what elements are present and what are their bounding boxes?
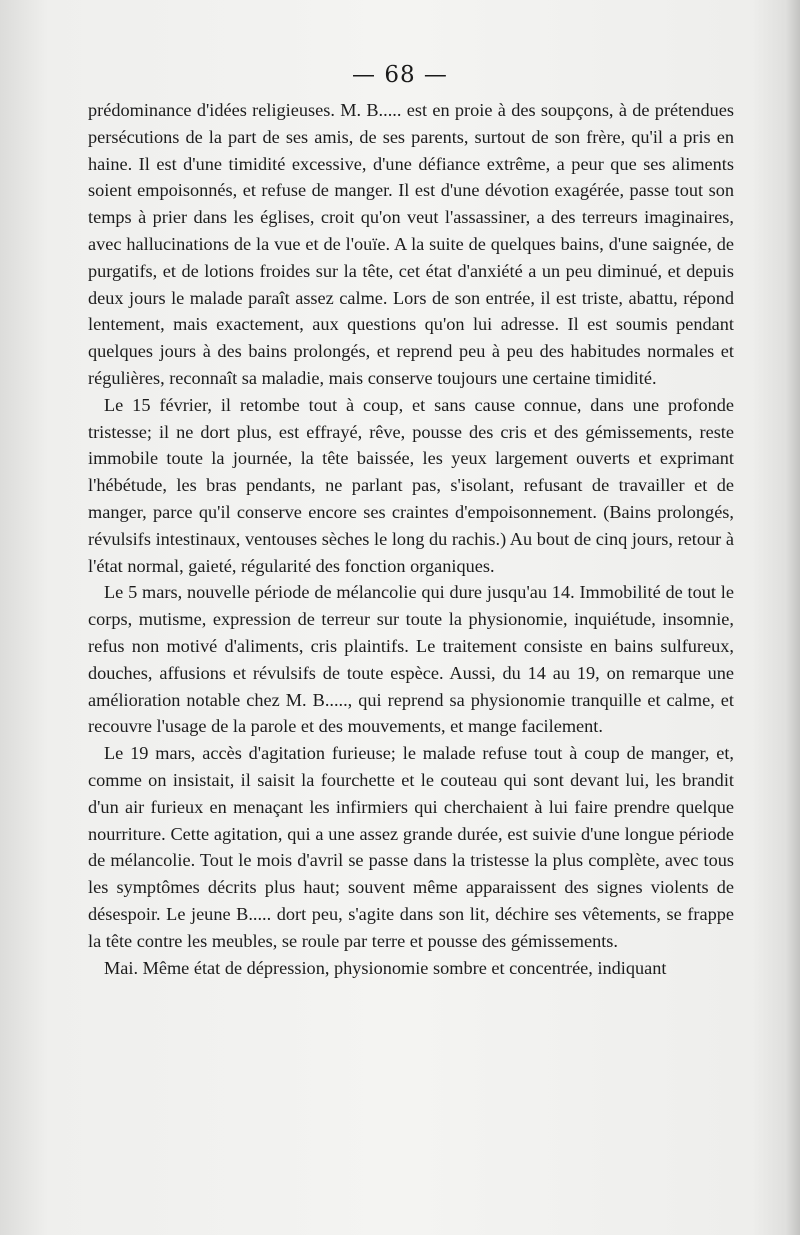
page-edge-shadow [786,0,800,1235]
paragraph-5-mars: Le 5 mars, nouvelle période de mélancolie qui dure jusqu'au 14. Immobilité de tout le corps, mutisme, expression de terreur sur toute la physionomie, inquiétude, insomnie, refus non motivé d'aliments, cris plaintifs. Le traitement consiste en bains sulfureux, douches, affusions et révulsifs de toute espèce. Aussi, du 14 au 19, on remarque une amélioration notable chez M. B....., qui reprend sa physionomie tranquille et calme, et recouvre l'usage de la parole et des mouvements, et mange facilement. [88,582,734,737]
paragraph-19-mars: Le 19 mars, accès d'agitation furieuse; le malade refuse tout à coup de manger, et, comme on insistait, il saisit la fourchette et le couteau qui sont devant lui, les brandit d'un air furieux en menaçant les infirmiers qui cherchaient à lui faire prendre quelque nourriture. Cette agitation, qui a une assez grande durée, est suivie d'une longue période de mélancolie. Tout le mois d'avril se passe dans la tristesse la plus complète, avec tous les symptômes décrits plus haut; souvent même apparaissent des signes violents de désespoir. Le jeune B..... dort peu, s'agite dans son lit, déchire ses vêtements, se frappe la tête contre les meubles, se roule par terre et pousse des gémissements. [88,743,734,951]
paragraph-continuation: prédominance d'idées religieuses. M. B..... est en proie à des soupçons, à de prétendues persécutions de la part de ses amis, de ses parents, surtout de son frère, qu'il a pris en haine. Il est d'une timidité excessive, d'une défiance extrême, a peur que ses aliments soient empoisonnés, et refuse de manger. Il est d'une dévotion exagérée, passe tout son temps à prier dans les églises, croit qu'on veut l'assassiner, a des terreurs imaginaires, avec hallucinations de la vue et de l'ouïe. A la suite de quelques bains, d'une saignée, de purgatifs, et de lotions froides sur la tête, cet état d'anxiété a un peu diminué, et depuis deux jours le malade paraît assez calme. Lors de son entrée, il est triste, abattu, répond lentement, mais exactement, aux questions qu'on lui adresse. Il est soumis pendant quelques jours à des bains prolongés, et reprend peu à peu des habitudes normales et régulières, reconnaît sa maladie, mais conserve toujours une certaine timidité. [88,100,734,388]
paragraph-15-fevrier: Le 15 février, il retombe tout à coup, et sans cause connue, dans une profonde tristesse; il ne dort plus, est effrayé, rêve, pousse des cris et des gémissements, reste immobile toute la journée, la tête baissée, les yeux largement ouverts et exprimant l'hébétude, les bras pendants, ne parlant pas, s'isolant, refusant de travailler et de manger, parce qu'il conserve encore ses craintes d'empoisonnement. (Bains prolongés, révulsifs intestinaux, ventouses sèches le long du rachis.) Au bout de cinq jours, retour à l'état normal, gaieté, régularité des fonction organiques. [88,394,734,576]
body-text [88,97,734,981]
paragraph-mai: Mai. Même état de dépression, physionomie sombre et concentrée, indiquant [104,957,667,978]
page-number: — 68 — [352,62,448,88]
